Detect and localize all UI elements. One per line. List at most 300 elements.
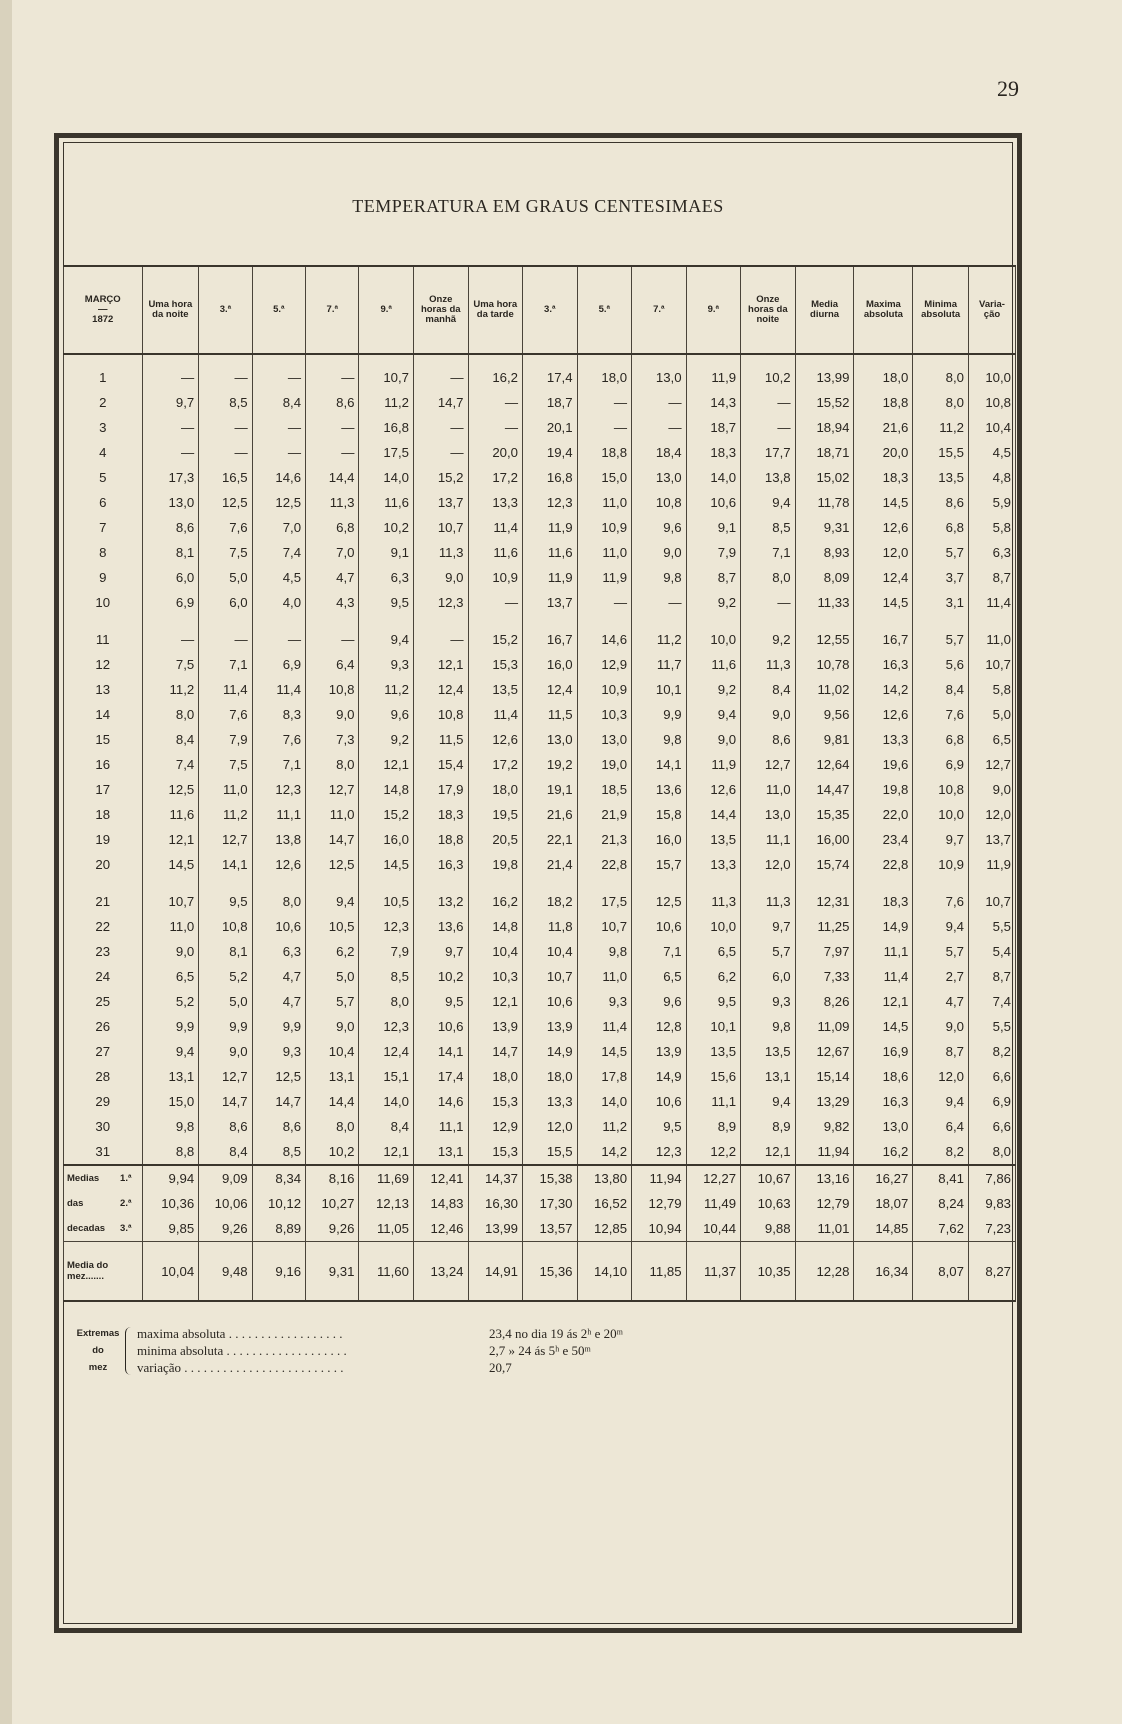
table-cell: 10,8 — [968, 390, 1015, 415]
table-cell: 9,9 — [199, 1014, 252, 1039]
table-cell: 16,2 — [854, 1139, 913, 1165]
table-cell: 5,5 — [968, 914, 1015, 939]
table-cell: 18,0 — [577, 354, 632, 390]
table-cell: 19,4 — [523, 440, 578, 465]
table-cell: 8,6 — [199, 1114, 252, 1139]
table-cell: 10,4 — [968, 415, 1015, 440]
table-cell: 12,4 — [523, 677, 578, 702]
table-cell: 11,49 — [686, 1191, 741, 1216]
table-cell: 4,5 — [968, 440, 1015, 465]
table-cell: 13 — [64, 677, 143, 702]
table-cell: 9,7 — [913, 827, 969, 852]
table-cell: 19,8 — [468, 852, 523, 877]
table-cell: — — [199, 615, 252, 652]
table-cell: 12,1 — [359, 1139, 414, 1165]
table-cell: 14,5 — [142, 852, 199, 877]
table-cell: 10,8 — [199, 914, 252, 939]
table-cell: 5,7 — [306, 989, 359, 1014]
table-cell: 9,4 — [913, 1089, 969, 1114]
table-cell: — — [577, 590, 632, 615]
table-cell: 3,7 — [913, 565, 969, 590]
table-cell: 12,9 — [468, 1114, 523, 1139]
table-cell: 6,9 — [252, 652, 305, 677]
table-cell: 10,36 — [142, 1191, 199, 1216]
table-cell: 15,3 — [468, 1089, 523, 1114]
table-cell: 8,93 — [795, 540, 854, 565]
table-row — [64, 440, 1016, 465]
table-cell: 14,4 — [306, 465, 359, 490]
table-cell: 15,7 — [632, 852, 687, 877]
table-cell: 15,6 — [686, 1064, 741, 1089]
table-cell: 9,3 — [359, 652, 414, 677]
table-cell: 10,8 — [306, 677, 359, 702]
table-cell: 11,2 — [359, 677, 414, 702]
table-cell: 14,5 — [577, 1039, 632, 1064]
table-cell: 12,41 — [413, 1165, 468, 1191]
table-cell: 13,1 — [142, 1064, 199, 1089]
table-cell: 14,5 — [854, 590, 913, 615]
table-cell: — — [252, 440, 305, 465]
table-cell: 6,3 — [252, 939, 305, 964]
table-cell: 18,07 — [854, 1191, 913, 1216]
table-cell: 12,85 — [577, 1216, 632, 1242]
table-cell: 10,2 — [359, 515, 414, 540]
table-cell: 12,0 — [968, 802, 1015, 827]
table-row — [64, 465, 1016, 490]
table-cell: 8,5 — [252, 1139, 305, 1165]
table-cell: 9,8 — [632, 727, 687, 752]
table-row — [64, 615, 1016, 652]
table-cell: 10,06 — [199, 1191, 252, 1216]
table-cell: 10,8 — [632, 490, 687, 515]
table-cell: 9,6 — [359, 702, 414, 727]
table-cell: 14,5 — [854, 1014, 913, 1039]
header-col: 9.ª — [686, 266, 741, 354]
table-cell: 15,74 — [795, 852, 854, 877]
table-cell: 9,1 — [686, 515, 741, 540]
table-cell: 22,1 — [523, 827, 578, 852]
table-cell: 8,7 — [968, 964, 1015, 989]
table-cell: 9,2 — [686, 677, 741, 702]
table-cell: 8,41 — [913, 1165, 969, 1191]
table-cell: 9,3 — [252, 1039, 305, 1064]
table-cell: 11,0 — [968, 615, 1015, 652]
header-row — [64, 266, 1016, 354]
table-row — [64, 914, 1016, 939]
table-cell: 18,5 — [577, 777, 632, 802]
table-cell: 8,4 — [913, 677, 969, 702]
table-cell: 19,5 — [468, 802, 523, 827]
header-col: 7.ª — [306, 266, 359, 354]
table-cell: 8,7 — [913, 1039, 969, 1064]
table-cell: 14,7 — [199, 1089, 252, 1114]
table-cell: 12,3 — [252, 777, 305, 802]
table-cell: 12,5 — [252, 490, 305, 515]
table-cell: 9,2 — [359, 727, 414, 752]
table-cell: — — [468, 415, 523, 440]
table-cell: 7,6 — [913, 877, 969, 914]
table-cell: 13,3 — [523, 1089, 578, 1114]
table-cell: 12,3 — [359, 1014, 414, 1039]
table-row — [64, 590, 1016, 615]
table-row — [64, 1064, 1016, 1089]
table-cell: 16,0 — [359, 827, 414, 852]
table-cell: 8,4 — [199, 1139, 252, 1165]
table-cell: 12,5 — [632, 877, 687, 914]
table-cell: 7,86 — [968, 1165, 1015, 1191]
table-cell: 19,2 — [523, 752, 578, 777]
table-cell: 9,0 — [306, 1014, 359, 1039]
table-cell: 12,1 — [413, 652, 468, 677]
table-cell: 14,2 — [577, 1139, 632, 1165]
table-cell: 7,5 — [199, 540, 252, 565]
table-cell: 14,7 — [306, 827, 359, 852]
table-cell: 18,4 — [632, 440, 687, 465]
header-col: 3.ª — [199, 266, 252, 354]
table-cell: 10,67 — [741, 1165, 796, 1191]
table-cell: 6,5 — [142, 964, 199, 989]
table-cell: 11,3 — [686, 877, 741, 914]
table-cell: 16,8 — [523, 465, 578, 490]
header-col: 3.ª — [523, 266, 578, 354]
table-cell: 11,01 — [795, 1216, 854, 1242]
table-cell: 15,2 — [359, 802, 414, 827]
table-cell: 10,7 — [523, 964, 578, 989]
table-cell: 12,28 — [795, 1242, 854, 1302]
table-cell: 19,1 — [523, 777, 578, 802]
table-cell: 13,7 — [523, 590, 578, 615]
table-cell: 9,85 — [142, 1216, 199, 1242]
table-row — [64, 415, 1016, 440]
table-cell: 18,8 — [577, 440, 632, 465]
table-cell: 10,2 — [306, 1139, 359, 1165]
table-cell: 11,6 — [523, 540, 578, 565]
table-cell: 15,0 — [577, 465, 632, 490]
table-cell: 13,0 — [577, 727, 632, 752]
table-cell: 16,5 — [199, 465, 252, 490]
table-cell: 13,99 — [468, 1216, 523, 1242]
table-cell: 8,0 — [913, 390, 969, 415]
table-cell: 12,7 — [968, 752, 1015, 777]
table-cell: 5,4 — [968, 939, 1015, 964]
table-cell: 13,1 — [306, 1064, 359, 1089]
table-cell: 13,1 — [741, 1064, 796, 1089]
table-cell: — — [252, 415, 305, 440]
table-cell: — — [252, 615, 305, 652]
table-cell: 12,0 — [741, 852, 796, 877]
table-cell: 9,0 — [306, 702, 359, 727]
extremes-label-1: Extremas — [76, 1328, 120, 1339]
table-cell: 10,8 — [913, 777, 969, 802]
extreme-min-label: minima absoluta . . . . . . . . . . . . . . . . . . . — [137, 1343, 347, 1358]
table-cell: 18,3 — [854, 877, 913, 914]
table-cell: 11,9 — [523, 565, 578, 590]
table-cell: 17,3 — [142, 465, 199, 490]
table-cell: 8,0 — [968, 1139, 1015, 1165]
table-cell: 14,0 — [359, 465, 414, 490]
table-cell: 8,6 — [913, 490, 969, 515]
header-dash: — — [98, 304, 108, 315]
table-cell: 11,0 — [577, 964, 632, 989]
table-cell: 7,23 — [968, 1216, 1015, 1242]
table-cell: 9,2 — [686, 590, 741, 615]
table-cell: 11,3 — [741, 652, 796, 677]
table-cell: 19,8 — [854, 777, 913, 802]
table-cell: 11,85 — [632, 1242, 687, 1302]
table-cell: 11,4 — [854, 964, 913, 989]
table-frame — [54, 133, 1022, 1633]
table-cell: 6,3 — [359, 565, 414, 590]
table-cell: 1 — [64, 354, 143, 390]
header-col: Minima absoluta — [913, 266, 969, 354]
table-cell: 21,6 — [854, 415, 913, 440]
table-cell: 4,7 — [913, 989, 969, 1014]
table-cell: 11,02 — [795, 677, 854, 702]
table-cell: 17,5 — [359, 440, 414, 465]
table-cell: 11,8 — [523, 914, 578, 939]
table-cell: 9,83 — [968, 1191, 1015, 1216]
table-row — [64, 565, 1016, 590]
table-cell: 7,6 — [252, 727, 305, 752]
header-col: 7.ª — [632, 266, 687, 354]
table-cell: 18,0 — [468, 777, 523, 802]
table-cell: 13,6 — [413, 914, 468, 939]
temperature-table — [63, 265, 1016, 1302]
table-cell: 7,6 — [913, 702, 969, 727]
table-row — [64, 939, 1016, 964]
table-cell: 15,1 — [359, 1064, 414, 1089]
table-cell: 16,8 — [359, 415, 414, 440]
table-cell: 13,0 — [142, 490, 199, 515]
table-cell: — — [306, 415, 359, 440]
table-cell: 18,0 — [468, 1064, 523, 1089]
table-cell: 20,0 — [854, 440, 913, 465]
table-cell: 10,7 — [413, 515, 468, 540]
table-cell: 16,27 — [854, 1165, 913, 1191]
table-row — [64, 827, 1016, 852]
table-cell: 11,37 — [686, 1242, 741, 1302]
table-cell: 9,94 — [142, 1165, 199, 1191]
table-cell: 13,5 — [468, 677, 523, 702]
table-cell: 7,6 — [199, 702, 252, 727]
table-cell: 11,0 — [142, 914, 199, 939]
table-cell: 9,8 — [577, 939, 632, 964]
decade-row — [64, 1216, 1016, 1242]
table-cell: 18,8 — [413, 827, 468, 852]
table-cell: 11,7 — [632, 652, 687, 677]
table-cell: 15,8 — [632, 802, 687, 827]
table-cell: 6 — [64, 490, 143, 515]
table-cell: 24 — [64, 964, 143, 989]
table-cell: 12,7 — [199, 1064, 252, 1089]
table-cell: 9,56 — [795, 702, 854, 727]
table-cell: 7,97 — [795, 939, 854, 964]
table-cell: 5,8 — [968, 515, 1015, 540]
table-cell: 7,3 — [306, 727, 359, 752]
table-cell: 11,09 — [795, 1014, 854, 1039]
table-cell: 13,9 — [468, 1014, 523, 1039]
table-cell: 6,5 — [632, 964, 687, 989]
table-cell: 9,4 — [741, 490, 796, 515]
table-cell: 14,4 — [306, 1089, 359, 1114]
table-cell: 9,9 — [632, 702, 687, 727]
table-row — [64, 354, 1016, 390]
table-cell: — — [468, 390, 523, 415]
table-cell: 14,7 — [413, 390, 468, 415]
table-cell: 13,8 — [741, 465, 796, 490]
table-cell: 11,0 — [577, 540, 632, 565]
table-cell: 11,1 — [854, 939, 913, 964]
header-col: 5.ª — [577, 266, 632, 354]
table-cell: 9,5 — [199, 877, 252, 914]
table-cell: 7,62 — [913, 1216, 969, 1242]
table-cell: 13,5 — [686, 1039, 741, 1064]
table-cell: 16,0 — [523, 652, 578, 677]
table-cell: 12,27 — [686, 1165, 741, 1191]
table-row — [64, 802, 1016, 827]
table-cell: 5,0 — [968, 702, 1015, 727]
table-cell: 11,25 — [795, 914, 854, 939]
table-cell: 18,3 — [686, 440, 741, 465]
table-cell: 8,8 — [142, 1139, 199, 1165]
table-cell: 15,02 — [795, 465, 854, 490]
table-cell: 30 — [64, 1114, 143, 1139]
table-cell: 14,7 — [252, 1089, 305, 1114]
month-mean-label-1: Media do — [67, 1260, 109, 1271]
table-cell: 8,5 — [741, 515, 796, 540]
table-row — [64, 877, 1016, 914]
table-cell: 7,9 — [359, 939, 414, 964]
decade-row — [64, 1165, 1016, 1191]
table-cell: 14,2 — [854, 677, 913, 702]
table-cell: 16,7 — [523, 615, 578, 652]
table-cell: 11,0 — [306, 802, 359, 827]
table-cell: 13,29 — [795, 1089, 854, 1114]
table-cell: 16 — [64, 752, 143, 777]
table-cell: 10,4 — [306, 1039, 359, 1064]
table-cell: 11,4 — [468, 515, 523, 540]
table-cell: 8 — [64, 540, 143, 565]
header-month — [64, 266, 143, 354]
table-cell: 4,5 — [252, 565, 305, 590]
table-cell: 14,1 — [632, 752, 687, 777]
table-cell: 6,5 — [686, 939, 741, 964]
table-cell: 12,3 — [523, 490, 578, 515]
table-cell: — — [142, 615, 199, 652]
table-cell: 12,6 — [252, 852, 305, 877]
table-cell: 10,44 — [686, 1216, 741, 1242]
table-cell: 8,07 — [913, 1242, 969, 1302]
table-cell: 8,2 — [968, 1039, 1015, 1064]
header-col: Maxima absoluta — [854, 266, 913, 354]
table-row — [64, 702, 1016, 727]
table-cell: 11,4 — [199, 677, 252, 702]
table-cell: 10,27 — [306, 1191, 359, 1216]
table-row — [64, 752, 1016, 777]
table-cell: 13,99 — [795, 354, 854, 390]
table-cell: 9,26 — [199, 1216, 252, 1242]
table-cell: 7,5 — [199, 752, 252, 777]
table-cell: 7,5 — [142, 652, 199, 677]
table-row — [64, 989, 1016, 1014]
table-cell: 9,31 — [306, 1242, 359, 1302]
page-number: 29 — [997, 76, 1019, 101]
table-cell: 11,78 — [795, 490, 854, 515]
table-cell: 5,2 — [199, 964, 252, 989]
table-cell: 6,0 — [741, 964, 796, 989]
table-cell: 14,8 — [359, 777, 414, 802]
table-cell: 18,6 — [854, 1064, 913, 1089]
table-cell: 12,0 — [854, 540, 913, 565]
table-cell: 12,79 — [632, 1191, 687, 1216]
table-cell: 11,9 — [686, 752, 741, 777]
header-month-name: MARÇO — [84, 294, 121, 305]
table-cell: 8,1 — [142, 540, 199, 565]
table-cell: 18 — [64, 802, 143, 827]
table-cell: 17,30 — [523, 1191, 578, 1216]
extremes-label-2: do — [92, 1345, 104, 1356]
table-cell: 6,6 — [968, 1064, 1015, 1089]
table-cell: 12,31 — [795, 877, 854, 914]
table-cell: — — [577, 390, 632, 415]
table-cell: 10,94 — [632, 1216, 687, 1242]
table-cell: 11,0 — [199, 777, 252, 802]
table-cell: 7,1 — [741, 540, 796, 565]
table-cell: 12,46 — [413, 1216, 468, 1242]
table-cell: 18,71 — [795, 440, 854, 465]
table-cell: 16,3 — [413, 852, 468, 877]
table-cell: 10,0 — [968, 354, 1015, 390]
table-cell: 16,2 — [468, 354, 523, 390]
month-mean-row — [64, 1242, 1016, 1302]
table-cell: 6,2 — [306, 939, 359, 964]
table-cell: 22 — [64, 914, 143, 939]
table-cell: 12,7 — [306, 777, 359, 802]
table-cell: 6,5 — [968, 727, 1015, 752]
table-cell: 21 — [64, 877, 143, 914]
table-cell: 12,13 — [359, 1191, 414, 1216]
table-cell: 9,5 — [413, 989, 468, 1014]
table-cell: 11,9 — [577, 565, 632, 590]
table-cell: 8,3 — [252, 702, 305, 727]
table-cell: 8,6 — [306, 390, 359, 415]
table-cell: 27 — [64, 1039, 143, 1064]
table-cell: 12,4 — [413, 677, 468, 702]
table-cell: 12,67 — [795, 1039, 854, 1064]
table-cell: 11,4 — [577, 1014, 632, 1039]
table-cell: 12,3 — [413, 590, 468, 615]
table-cell: 13,57 — [523, 1216, 578, 1242]
table-cell: 8,1 — [199, 939, 252, 964]
table-cell: 14,83 — [413, 1191, 468, 1216]
table-cell: 12,0 — [913, 1064, 969, 1089]
table-cell: 8,09 — [795, 565, 854, 590]
table-cell: 12,7 — [199, 827, 252, 852]
table-cell: 10,1 — [632, 677, 687, 702]
medias-label-part: Medias — [67, 1173, 100, 1184]
table-cell: 15,0 — [142, 1089, 199, 1114]
table-cell: 12,79 — [795, 1191, 854, 1216]
table-cell: 14,6 — [577, 615, 632, 652]
table-cell: 13,0 — [854, 1114, 913, 1139]
table-cell: 11,6 — [359, 490, 414, 515]
table-row — [64, 852, 1016, 877]
table-cell: 14,47 — [795, 777, 854, 802]
table-cell: 16,3 — [854, 652, 913, 677]
table-cell: 13,6 — [632, 777, 687, 802]
table-cell: — — [413, 415, 468, 440]
table-cell: 9,3 — [577, 989, 632, 1014]
